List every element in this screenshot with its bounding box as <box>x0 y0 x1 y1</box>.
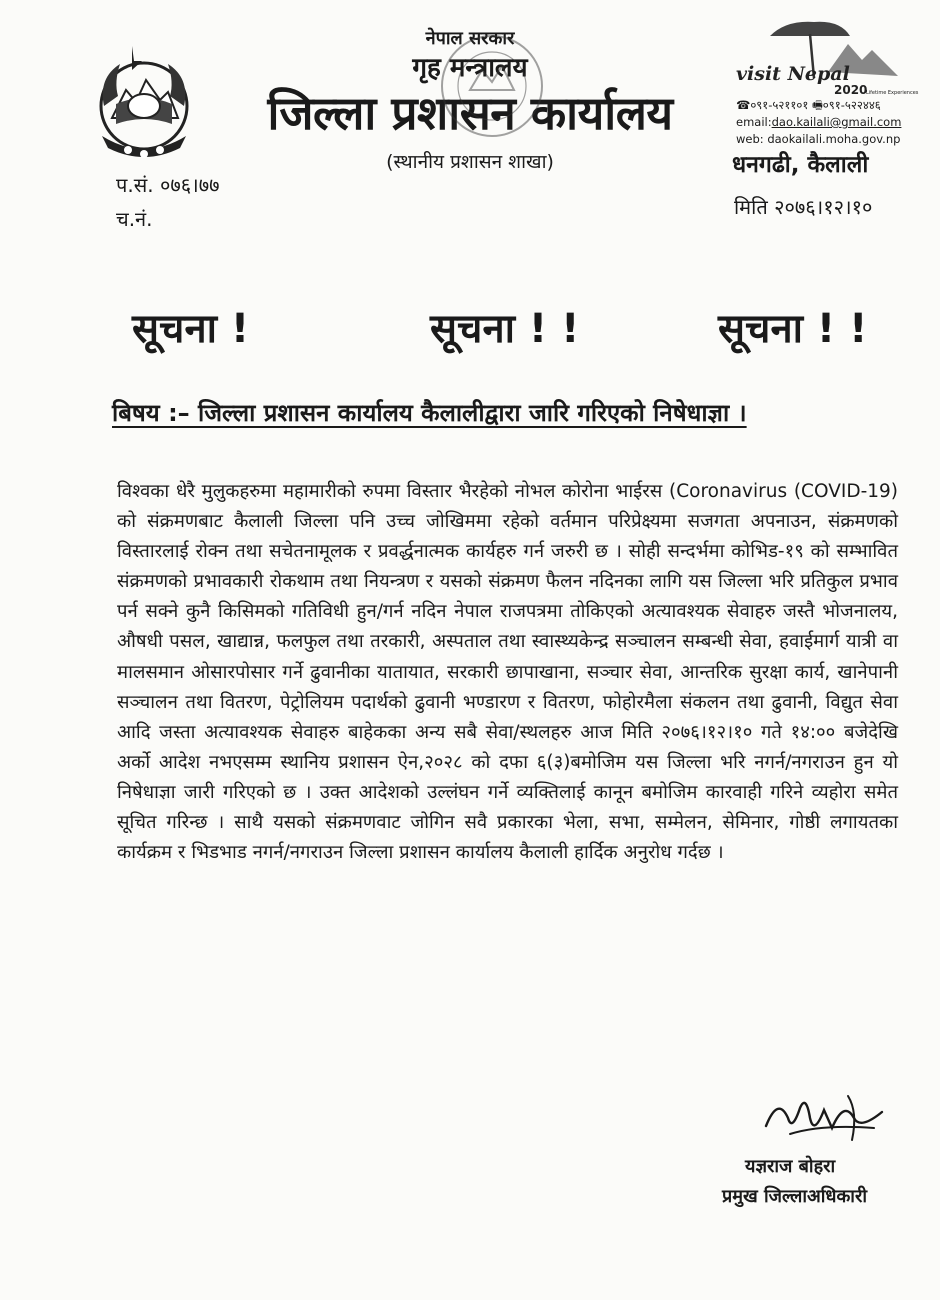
government-name: नेपाल सरकार <box>425 28 515 49</box>
signer-name: यज्ञराज बोहरा <box>745 1156 836 1177</box>
notice-heading: सूचना ! <box>132 306 250 352</box>
handwritten-signature-icon <box>762 1088 892 1150</box>
visit-nepal-logo <box>736 14 919 100</box>
web-label: web: <box>736 132 764 146</box>
office-location: धनगढी, कैलाली <box>732 152 869 178</box>
branch-name: (स्थानीय प्रशासन शाखा) <box>386 151 554 173</box>
web-address[interactable]: daokailali.moha.gov.np <box>767 132 901 146</box>
office-seal-icon <box>438 32 546 140</box>
web-line <box>736 131 926 148</box>
email-address[interactable]: dao.kailali@gmail.com <box>771 115 902 129</box>
notice-body: विश्वका धेरै मुलुकहरुमा महामारीको रुपमा विस्तार भैरहेको नोभल कोरोना भाईरस (Coronavirus (COVID-19) को संक्रमणबाट कैलाली जिल्ला पनि उच्च जोखिममा रहेको वर्तमान परिप्रेक्ष्यमा सजगता अपनाउन, संक्रमणको विस्तारलाई रोक्न तथा सचेतनामूलक र प्रवर्द्धनात्मक कार्यहरु गर्न जरुरी छ । सोही सन्दर्भमा कोभिड-१९ को सम्भावित संक्रमणको प्रभावकारी रोकथाम तथा नियन्त्रण र यसको संक्रमण फैलन नदिनका लागि यस जिल्ला भरि प्रतिकुल प्रभाव पर्न सक्ने कुनै किसिमको गतिविधी हुन/गर्न नदिन नेपाल राजपत्रमा तोकिएको अत्यावश्यक सेवाहरु जस्तै भोजनालय, औषधी पसल, खाद्यान्न, फलफुल तथा तरकारी, अस्पताल तथा स्वास्थ्यकेन्द्र सञ्चालन सम्बन्धी सेवा, हवाईमार्ग यात्री वा मालसमान ओसारपोसार गर्ने ढुवानीका यातायात, सरकारी छापाखाना, सञ्चार सेवा, आन्तरिक सुरक्षा कार्य, खानेपानी सञ्चालन तथा वितरण, पेट्रोलियम पदार्थको ढुवानी भण्डारण र वितरण, फोहोरमैला संकलन तथा ढुवानी, विद्युत सेवा आदि जस्ता अत्यावश्यक सेवाहरु बाहेकका अन्य सबै सेवा/स्थलहरु आज मिति २०७६।१२।१० गते १४:०० बजेदेखि अर्को आदेश नभएसम्म स्थानिय प्रशासन ऐन,२०२८ को दफा ६(३)बमोजिम यस जिल्ला भरि नगर्न/नगराउन हुन यो निषेधाज्ञा जारी गरिएको छ । उक्त आदेशको उल्लंघन गर्ने व्यक्तिलाई कानून बमोजिम कारवाही गरिने व्यहोरा समेत सूचित गरिन्छ । साथै यसको संक्रमणवाट जोगिन सवै प्रकारका भेला, सभा, सम्मेलन, सेमिनार, गोष्ठी लगायतका कार्यक्रम र भिडभाड नगर्न/नगराउन जिल्ला प्रशासन कार्यालय कैलाली हार्दिक अनुरोध गर्दछ । <box>117 481 898 864</box>
contact-block <box>736 97 926 148</box>
signer-designation: प्रमुख जिल्लाअधिकारी <box>722 1186 867 1207</box>
notice-heading: सूचना ! ! <box>430 306 580 352</box>
office-name: जिल्ला प्रशासन कार्यालय <box>267 86 673 140</box>
visit-nepal-year: 2020 <box>834 83 868 97</box>
email-line <box>736 114 926 131</box>
nepal-emblem-icon <box>88 44 200 160</box>
issue-date: मिति २०७६।१२।१० <box>734 195 873 219</box>
subject-line: बिषय :– जिल्ला प्रशासन कार्यालय कैलालीद्वारा जारि गरिएको निषेधाज्ञा । <box>112 399 747 427</box>
phone-fax: ☎०९१-५२११०१ 🖷०९१-५२२४४६ <box>736 98 881 112</box>
email-label: email: <box>736 115 772 129</box>
reference-number: प.सं. ०७६।७७ <box>116 173 220 197</box>
visit-nepal-tagline: Lifetime Experiences <box>866 90 919 96</box>
ministry-name: गृह मन्त्रालय <box>412 53 528 83</box>
dispatch-number: च.नं. <box>116 207 153 231</box>
visit-nepal-text: visit Nepal <box>736 63 850 85</box>
notice-heading: सूचना ! ! <box>718 306 868 352</box>
